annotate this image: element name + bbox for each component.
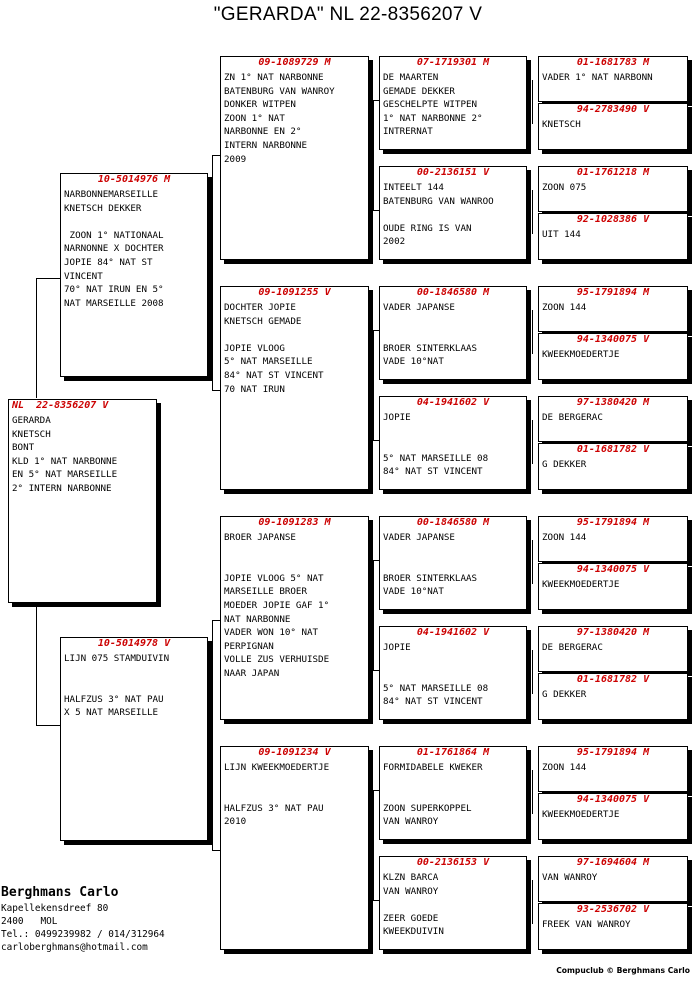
ancestor-card[interactable] xyxy=(538,443,688,490)
pigeon-notes: JOPIE 5° NAT MARSEILLE 08 84° NAT ST VINCENT xyxy=(383,412,489,478)
pigeon-notes: BROER JAPANSE JOPIE VLOOG 5° NAT MARSEILLE BROER MOEDER JOPIE GAF 1° NAT NARBONNE VADER WON 10° NAT PERPIGNAN VOLLE ZUS VERHUISDE NAAR JAPAN xyxy=(224,532,330,679)
pigeon-notes: DE BERGERAC xyxy=(542,642,603,653)
grandparent-card[interactable] xyxy=(220,516,369,720)
connector-line xyxy=(532,880,533,924)
ring-number: 10-5014978 V xyxy=(97,638,171,649)
ring-number: 10-5014976 M xyxy=(97,174,171,185)
ring-number: 04-1941602 V xyxy=(416,627,490,638)
grandparent-card[interactable] xyxy=(220,56,369,260)
pigeon-notes: ZOON 144 xyxy=(542,532,587,543)
owner-street: Kapellekensdreef 80 xyxy=(1,903,109,914)
pigeon-notes: G DEKKER xyxy=(542,689,587,700)
ring-number: 01-1681783 M xyxy=(576,57,650,68)
ring-number: 95-1791894 M xyxy=(576,287,650,298)
ancestor-card[interactable] xyxy=(538,103,688,150)
pigeon-notes: VAN WANROY xyxy=(542,872,598,883)
ancestor-card[interactable] xyxy=(538,516,688,562)
owner-email[interactable]: carloberghmans@hotmail.com xyxy=(1,942,148,953)
ancestor-card[interactable] xyxy=(538,626,688,672)
ancestor-card[interactable] xyxy=(538,903,688,950)
ring-number: 01-1681782 V xyxy=(576,674,650,685)
subject-card[interactable] xyxy=(8,399,157,603)
ring-number: 95-1791894 M xyxy=(576,747,650,758)
dam-card[interactable] xyxy=(60,637,208,841)
ring-number: 09-1091255 V xyxy=(258,287,331,298)
pigeon-notes: FORMIDABELE KWEKER ZOON SUPERKOPPEL VAN WANROY xyxy=(383,762,483,828)
great-grandparent-card[interactable] xyxy=(379,286,527,380)
ring-number: 97-1694604 M xyxy=(576,857,650,868)
ancestor-card[interactable] xyxy=(538,166,688,212)
ancestor-card[interactable] xyxy=(538,746,688,792)
page-title: "GERARDA" NL 22-8356207 V xyxy=(213,4,483,25)
owner-name: Berghmans Carlo xyxy=(1,885,119,900)
ancestor-card[interactable] xyxy=(538,213,688,260)
ring-number: 95-1791894 M xyxy=(576,517,650,528)
connector-line xyxy=(212,155,220,156)
ring-number: 94-1340075 V xyxy=(576,794,650,805)
ring-number: 01-1681782 V xyxy=(576,444,650,455)
ring-number: 94-1340075 V xyxy=(576,564,650,575)
ancestor-card[interactable] xyxy=(538,286,688,332)
ancestor-card[interactable] xyxy=(538,396,688,442)
connector-line xyxy=(36,725,60,726)
ring-number: 09-1089729 M xyxy=(258,57,331,68)
connector-line xyxy=(212,155,213,390)
great-grandparent-card[interactable] xyxy=(379,746,527,840)
ancestor-card[interactable] xyxy=(538,793,688,840)
ancestor-card[interactable] xyxy=(538,56,688,102)
connector-line xyxy=(532,420,533,464)
ring-number: 93-2536702 V xyxy=(576,904,650,915)
pigeon-notes: KWEEKMOEDERTJE xyxy=(542,809,620,820)
connector-line xyxy=(532,650,533,694)
grandparent-card[interactable] xyxy=(220,286,369,490)
connector-line xyxy=(373,560,374,670)
pigeon-notes: ZOON 144 xyxy=(542,762,587,773)
ancestor-card[interactable] xyxy=(538,856,688,902)
ring-number: 94-1340075 V xyxy=(576,334,650,345)
pigeon-notes: KWEEKMOEDERTJE xyxy=(542,579,620,590)
connector-line xyxy=(532,190,533,234)
ring-number: 00-2136151 V xyxy=(416,167,490,178)
ring-number: 01-1761218 M xyxy=(576,167,650,178)
pigeon-notes: LIJN KWEEKMOEDERTJE HALFZUS 3° NAT PAU 2010 xyxy=(224,762,330,828)
pigeon-notes: KWEEKMOEDERTJE xyxy=(542,349,620,360)
connector-line xyxy=(212,390,220,391)
owner-phone: Tel.: 0499239982 / 014/312964 xyxy=(1,929,165,940)
sire-card[interactable] xyxy=(60,173,208,377)
owner-city: 2400 MOL xyxy=(1,916,58,927)
connector-line xyxy=(212,620,220,621)
connector-line xyxy=(373,330,374,440)
pigeon-notes: UIT 144 xyxy=(542,229,581,240)
ring-number: 09-1091283 M xyxy=(258,517,331,528)
pigeon-notes: DOCHTER JOPIE KNETSCH GEMADE JOPIE VLOOG 5° NAT MARSEILLE 84° NAT ST VINCENT 70 NAT IRUN xyxy=(224,302,324,395)
connector-line xyxy=(36,278,60,279)
connector-line xyxy=(532,540,533,584)
ring-number: 00-1846580 M xyxy=(416,287,490,298)
ring-number: 97-1380420 M xyxy=(576,627,650,638)
pigeon-notes: DE MAARTEN GEMADE DEKKER GESCHELPTE WITPEN 1° NAT NARBONNE 2° INTRERNAT xyxy=(383,72,483,138)
owner-info xyxy=(1,884,165,954)
connector-line xyxy=(212,620,213,850)
pigeon-notes: DE BERGERAC xyxy=(542,412,603,423)
ring-number: 92-1028386 V xyxy=(576,214,650,225)
pigeon-notes: VADER JAPANSE BROER SINTERKLAAS VADE 10°NAT xyxy=(383,302,478,368)
pigeon-notes: KNETSCH xyxy=(542,119,581,130)
great-grandparent-card[interactable] xyxy=(379,166,527,260)
pigeon-notes: KLZN BARCA VAN WANROY ZEER GOEDE KWEEKDUIVIN xyxy=(383,872,444,938)
pigeon-notes: VADER 1° NAT NARBONN xyxy=(542,72,653,83)
pigeon-notes: FREEK VAN WANROY xyxy=(542,919,631,930)
connector-line xyxy=(532,80,533,124)
ancestor-card[interactable] xyxy=(538,333,688,380)
great-grandparent-card[interactable] xyxy=(379,516,527,610)
pigeon-notes: GERARDA KNETSCH BONT KLD 1° NAT NARBONNE EN 5° NAT MARSEILLE 2° INTERN NARBONNE xyxy=(12,415,118,494)
ancestor-card[interactable] xyxy=(538,563,688,610)
great-grandparent-card[interactable] xyxy=(379,626,527,720)
ring-number: 07-1719301 M xyxy=(416,57,490,68)
software-credit: Compuclub © Berghmans Carlo xyxy=(556,966,690,975)
connector-line xyxy=(36,605,37,725)
pigeon-notes: ZOON 144 xyxy=(542,302,587,313)
connector-line xyxy=(373,100,374,210)
ring-number: 09-1091234 V xyxy=(258,747,331,758)
pigeon-notes: VADER JAPANSE BROER SINTERKLAAS VADE 10°NAT xyxy=(383,532,478,598)
great-grandparent-card[interactable] xyxy=(379,56,527,150)
ring-number: 00-1846580 M xyxy=(416,517,490,528)
pigeon-notes: NARBONNEMARSEILLE KNETSCH DEKKER ZOON 1° NATIONAAL NARNONNE X DOCHTER JOPIE 84° NAT ST VINCENT 70° NAT IRUN EN 5° NAT MARSEILLE 2008 xyxy=(64,189,164,309)
ring-number: 01-1761864 M xyxy=(416,747,490,758)
ancestor-card[interactable] xyxy=(538,673,688,720)
grandparent-card[interactable] xyxy=(220,746,369,950)
ring-number: 94-2783490 V xyxy=(576,104,650,115)
connector-line xyxy=(212,850,220,851)
pigeon-notes: ZN 1° NAT NARBONNE BATENBURG VAN WANROY DONKER WITPEN ZOON 1° NAT NARBONNE EN 2° INTERN NARBONNE 2009 xyxy=(224,72,335,165)
pigeon-notes: ZOON 075 xyxy=(542,182,587,193)
great-grandparent-card[interactable] xyxy=(379,396,527,490)
pigeon-notes: JOPIE 5° NAT MARSEILLE 08 84° NAT ST VINCENT xyxy=(383,642,489,708)
ring-number: 97-1380420 M xyxy=(576,397,650,408)
ring-number: NL 22-8356207 V xyxy=(12,400,109,411)
great-grandparent-card[interactable] xyxy=(379,856,527,950)
pigeon-notes: LIJN 075 STAMDUIVIN HALFZUS 3° NAT PAU X 5 NAT MARSEILLE xyxy=(64,653,170,719)
connector-line xyxy=(36,278,37,398)
pigeon-notes: G DEKKER xyxy=(542,459,587,470)
connector-line xyxy=(532,310,533,354)
ring-number: 00-2136153 V xyxy=(416,857,490,868)
ring-number: 04-1941602 V xyxy=(416,397,490,408)
pigeon-notes: INTEELT 144 BATENBURG VAN WANROO OUDE RING IS VAN 2002 xyxy=(383,182,494,248)
connector-line xyxy=(532,770,533,814)
connector-line xyxy=(373,790,374,900)
